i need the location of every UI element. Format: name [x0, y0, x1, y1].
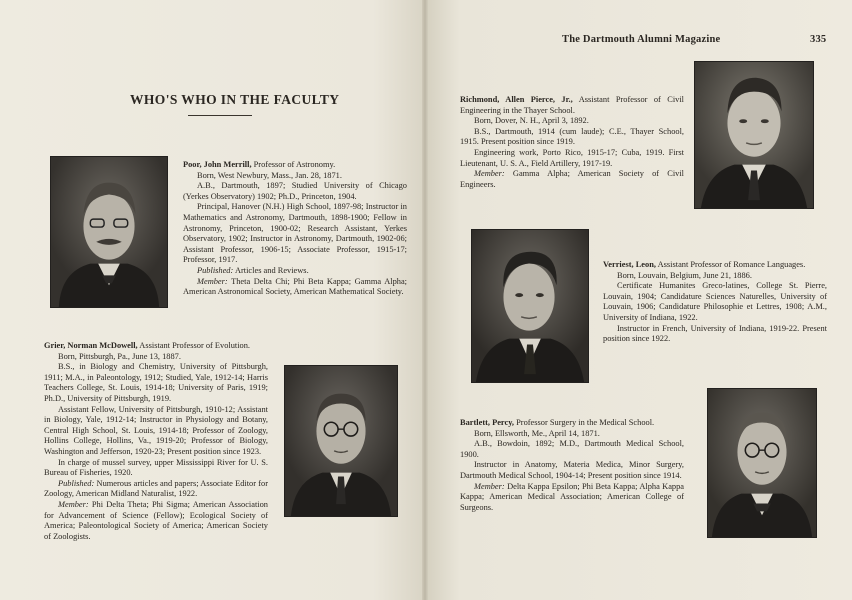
- bio-member-label: Member:: [474, 169, 505, 179]
- bio-verriest: [603, 260, 827, 345]
- bio-paragraph: Born, West Newbury, Mass., Jan. 28, 1871.: [197, 170, 342, 180]
- bio-name: Bartlett, Percy,: [460, 418, 515, 427]
- bio-member: Theta Delta Chi; Phi Beta Kappa; Gamma Alpha; American Astronomical Society, American Mathematical Society.: [183, 276, 407, 297]
- portrait-grier: [284, 365, 398, 517]
- bio-title: Assistant Professor of Evolution.: [139, 341, 251, 350]
- bio-published-label: Published:: [58, 478, 95, 488]
- bio-paragraph: Born, Pittsburgh, Pa., June 13, 1887.: [58, 351, 181, 361]
- bio-paragraph: In charge of mussel survey, upper Mississippi River for U. S. Bureau of Fisheries, 1920.: [44, 457, 268, 478]
- bio-title: Assistant Professor of Romance Languages.: [657, 260, 806, 269]
- bio-paragraph: Instructor in Anatomy, Materia Medica, Minor Surgery, Dartmouth Medical School, 1904-14; Present position since 1914.: [460, 460, 684, 480]
- portrait-verriest: [471, 229, 589, 383]
- bio-paragraph: A.B., Bowdoin, 1892; M.D., Dartmouth Medical School, 1900.: [460, 439, 684, 459]
- bio-title: Professor Surgery in the Medical School.: [516, 418, 655, 427]
- title-rule: [188, 115, 252, 116]
- bio-member-label: Member:: [197, 276, 228, 286]
- bio-name: Poor, John Merrill,: [183, 160, 252, 169]
- bio-paragraph: B.S., Dartmouth, 1914 (cum laude); C.E., Thayer School, 1915. Present position since 1919.: [460, 126, 684, 147]
- bio-name: Verriest, Leon,: [603, 260, 656, 269]
- bio-paragraph: Born, Ellsworth, Me., April 14, 1871.: [474, 428, 600, 438]
- book-gutter: [422, 0, 428, 600]
- magazine-title: The Dartmouth Alumni Magazine: [562, 34, 721, 45]
- bio-published: Numerous articles and papers; Associate Editor for Zoology, American Midland Naturalist, 1922.: [44, 478, 268, 499]
- bio-member-label: Member:: [474, 481, 505, 491]
- bio-paragraph: Instructor in French, University of Indiana, 1919-22. Present position since 1922.: [603, 323, 827, 344]
- bio-richmond: [460, 95, 684, 190]
- bio-paragraph: B.S., in Biology and Chemistry, University of Pittsburgh, 1911; M.A., in Paleontology, 1912; Studied, Yale, 1912-14; Harris Teachers College, St. Louis, 1914-18; University of Paris, 1919; Ph.D., University of Pittsburgh, 1919.: [44, 362, 268, 403]
- bio-member: Phi Delta Theta; Phi Sigma; American Association for Advancement of Science (Fellow); Ecological Society of America; Paleontological Society of America; American Society of Zoologists.: [44, 499, 268, 541]
- bio-title: Professor of Astronomy.: [253, 160, 336, 169]
- page-number: 335: [810, 34, 827, 45]
- bio-paragraph: Principal, Hanover (N.H.) High School, 1897-98; Instructor in Mathematics and Astronomy, Dartmouth, 1898-1900; Fellow in Astronomy, Princeton, 1900-02; Research Assistant, Yerkes Observatory, 1902; Instructor in Astronomy, Dartmouth, 1902-06; Assistant Professor, 1906-15; Associate Professor, 1915-17; Professor, 1917.: [183, 202, 407, 265]
- bio-paragraph: Engineering work, Porto Rico, 1915-17; Cuba, 1919. First Lieutenant, U. S. A., Field Artillery, 1917-19.: [460, 147, 684, 168]
- bio-poor: [183, 160, 407, 298]
- bio-published-label: Published:: [197, 265, 234, 275]
- bio-name: Richmond, Allen Pierce, Jr.,: [460, 95, 573, 104]
- bio-member-label: Member:: [58, 499, 89, 509]
- bio-paragraph: Born, Louvain, Belgium, June 21, 1886.: [617, 270, 752, 280]
- portrait-poor: [50, 156, 168, 308]
- portrait-richmond: [694, 61, 814, 209]
- bio-grier: [44, 341, 268, 542]
- bio-paragraph: A.B., Dartmouth, 1897; Studied University of Chicago (Yerkes Observatory) 1902; Ph.D., Princeton, 1904.: [183, 181, 407, 201]
- bio-member: Gamma Alpha; American Society of Civil Engineers.: [460, 169, 685, 189]
- bio-member: Delta Kappa Epsilon; Phi Beta Kappa; Alpha Kappa Kappa; American Medical Association; American College of Surgeons.: [460, 481, 685, 512]
- section-title: WHO'S WHO IN THE FACULTY: [130, 92, 340, 107]
- portrait-bartlett: [707, 388, 817, 538]
- bio-published: Articles and Reviews.: [234, 265, 309, 275]
- bio-paragraph: Certificate Humanites Greco-latines, College St. Pierre, Louvain, 1904; Candidature Sciences Naturelles, University of Louvain, 1906; Candidature Philosophie et Lettres, 1908; A.M., University of Indiana, 1922.: [603, 281, 827, 322]
- bio-paragraph: Assistant Fellow, University of Pittsburgh, 1910-12; Assistant in Biology, Yale, 1912-14; Instructor in Physiology and Botany, Central High School, St. Louis, 1914-18; Professor of Zoology, Hollins College, Hollins, Va., 1919-20; Professor of Biology, Washington and Jefferson, 1920-23; Present position since 1923.: [44, 404, 268, 456]
- bio-name: Grier, Norman McDowell,: [44, 341, 138, 350]
- bio-title: Assistant Professor of Civil Engineering in the Thayer School.: [460, 95, 685, 115]
- bio-paragraph: Born, Dover, N. H., April 3, 1892.: [474, 116, 589, 126]
- bio-bartlett: [460, 418, 684, 513]
